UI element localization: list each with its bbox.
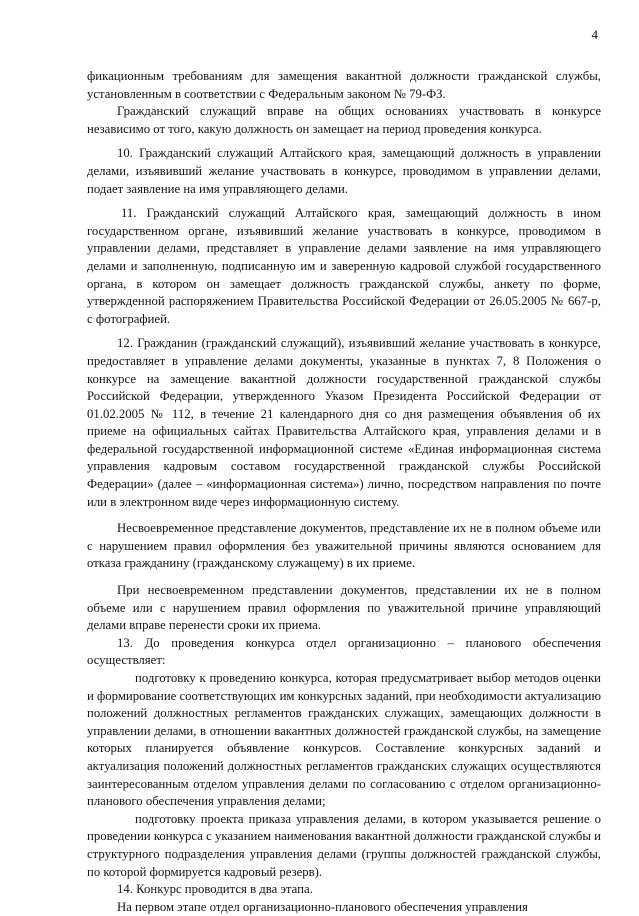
paragraph-12: 12. Гражданин (гражданский служащий), изъявивший желание участвовать в конкурсе, предоставляет в управление делами документы, указанные в пунктах 7, 8 Положения о конкурсе на замещение вакантной должности государственной гражданской службы Российской Федерации, утвержденного Указом Президента Российской Федерации от 01.02.2005 № 112, в течение 21 календарного дня со дня размещения объявления об их приеме на официальных сайтах Правительства Алтайского края, управления делами и в федеральной государственной информационной системе «Единая информационная система управления кадровым составом государственной гражданской службы Российской Федерации» (далее – «информационная система») лично, посредством направления по почте или в электронном виде через информационную систему. bbox=[87, 336, 601, 509]
paragraph-participation-right: Гражданский служащий вправе на общих основаниях участвовать в конкурсе независимо от того, какую должность он замещает на период проведения конкурса. bbox=[87, 104, 601, 136]
paragraph-13-order-draft: подготовку проекта приказа управления делами, в котором указывается решение о проведении конкурса с указанием наименования вакантной должности гражданской службы и структурного подразделения управления делами (группы должностей гражданской службы, по которой формируется кадровый резерв). bbox=[87, 811, 601, 879]
page-number: 4 bbox=[591, 27, 598, 42]
paragraph-13-preparation: подготовку к проведению конкурса, которая предусматривает выбор методов оценки и формирование соответствующих им конкурсных заданий, при необходимости актуализацию положений должностных регламентов гражданских служащих, замещающих должности в управлении делами, в отношении вакантных должностей гражданской службы, на замещение которых планируется объявление конкурсов. Составление конкурсных заданий и актуализация положений должностных регламентов гражданских служащих осуществляются заинтересованным отделом управления делами по согласованию с отделом организационно-планового обеспечения управления делами; bbox=[87, 671, 601, 809]
paragraph-10: 10. Гражданский служащий Алтайского края, замещающий должность в управлении делами, изъявивший желание участвовать в конкурсе, проводимом в управлении делами, подает заявление на имя управляющего делами. bbox=[87, 146, 601, 196]
paragraph-11: 11. Гражданский служащий Алтайского края, замещающий должность в ином государственном органе, изъявивший желание участвовать в конкурсе, проводимом в управлении делами, представляет в управление делами заявление на имя управляющего делами и заполненную, подписанную им и заверенную кадровой службой государственного органа, в котором он замещает должность гражданской службы, анкету по форме, утвержденной распоряжением Правительства Российской Федерации от 26.05.2005 № 667-р, с фотографией. bbox=[87, 206, 601, 326]
paragraph-14-first-stage: На первом этапе отдел организационно-планового обеспечения управления bbox=[117, 899, 528, 914]
paragraph-late-submission: Несвоевременное представление документов, представление их не в полном объеме или с нарушением правил оформления без уважительной причины являются основанием для отказа гражданину (гражданскому служащему) в их приеме. bbox=[87, 521, 601, 571]
paragraph-valid-reason: При несвоевременном представлении документов, представлении их не в полном объеме или с нарушением правил оформления по уважительной причине управляющий делами вправе перенести сроки их приема. bbox=[87, 583, 601, 633]
document-body bbox=[87, 68, 601, 916]
paragraph-13: 13. До проведения конкурса отдел организационно – планового обеспечения осуществляет: bbox=[87, 635, 601, 668]
paragraph-continuation: фикационным требованиям для замещения вакантной должности гражданской службы, установленным в соответствии с Федеральным законом № 79-ФЗ. bbox=[87, 69, 601, 101]
paragraph-14: 14. Конкурс проводится в два этапа. bbox=[117, 882, 313, 897]
